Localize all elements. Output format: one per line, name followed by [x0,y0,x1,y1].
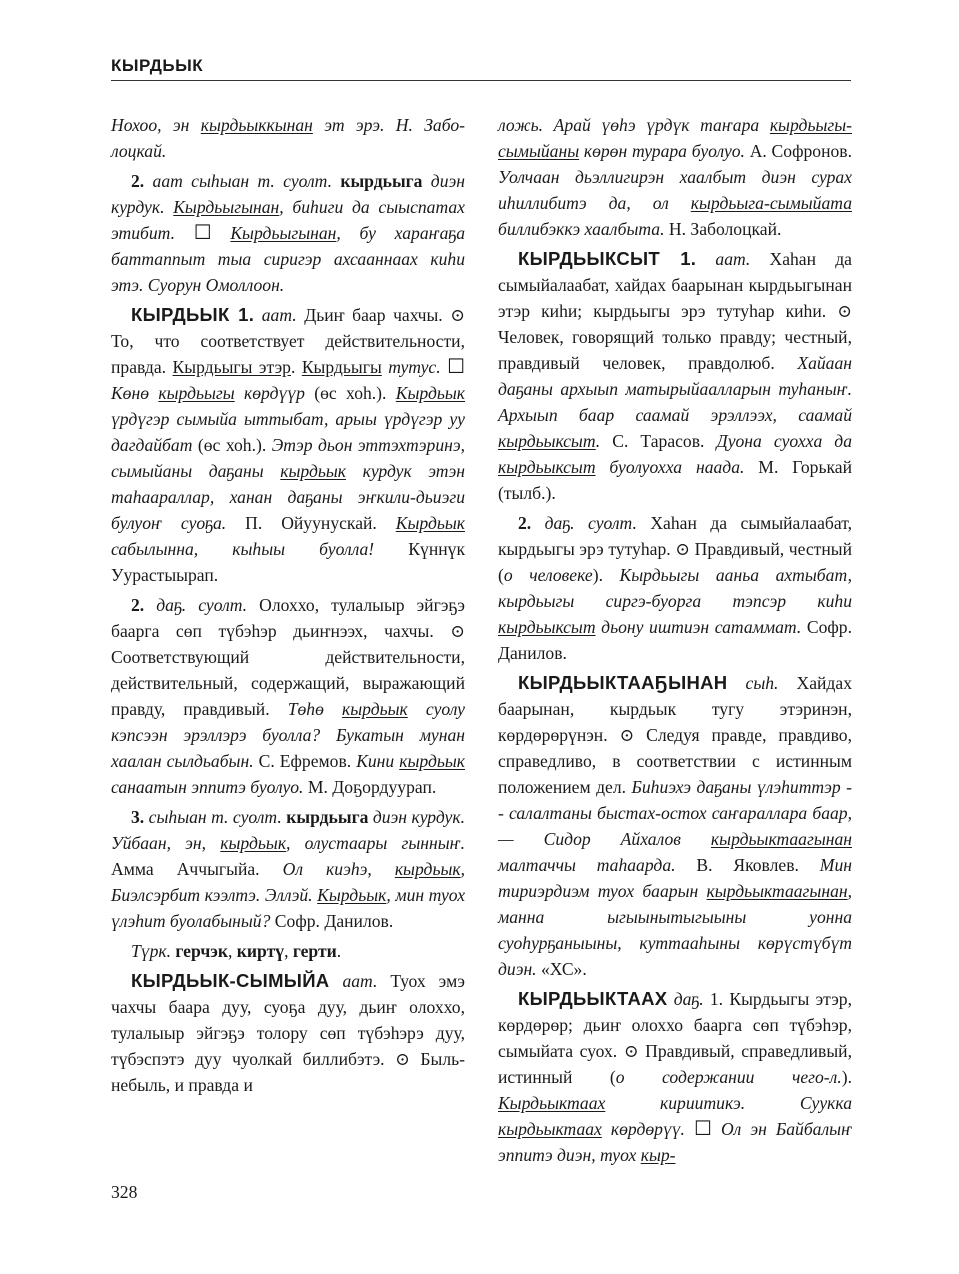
square-icon: ☐ [694,1118,712,1140]
headword: КЫРДЬЫКТААХ [518,988,668,1009]
circle-dot-icon: ⊙ [623,1041,639,1061]
entry-kyrdyktaagynan: КЫРДЬЫКТААҔЫНАН сыһ. Хайдах баарынан, кырдьык тугу этэринэн, көрдөрөрүнэн. ⊙ Следуя правде, правдиво, справедливо, в соответствии с истинным положением дел. Биһиэхэ даҕаны үлэһиттэр -- салалтаны быстах-остох саҥараллара баар, — Сидор Айхалов кырдьыктаагынан малтаччы таһаарда. В. Яковлев. Мин тириэрдиэм туох баарын кырдьыктаагынан, манна ыгыынытыгыыны уонна суоһурҕаныыны, куттааһыны көрүстүбүт диэн. «ХС». [498,672,852,979]
circle-dot-icon: ⊙ [450,621,465,641]
entry-kyrdyk: КЫРДЬЫК 1. аат. Дьиҥ баар чахчы. ⊙ То, что соответствует действительности, правда. Кырдьыгы этэр. Кырдьыгы тутус. ☐ Көнө кырдьыгы көрдүүр (өс хоһ.). Кырдьык үрдүгэр сымыйа ыттыбат, арыы үрдүгэр уу дагдайбат (өс хоһ.). Этэр дьон эттэхтэринэ, сымыйаны даҕаны кырдьык курдук этэн таһаараллар, ханан даҕаны эҥкили-дьиэги булуоҥ суоҕа. П. Ойуунускай. Кырдьык сабылынна, кыһыы буолла! Күннүк Уурастыырап. [111,304,466,585]
entry-sense-2b: 2. даҕ. суолт. Олоххо, тулалыыр эйгэҕэ бааргa сөп түбэһэр дьиҥнээх, чахчы. ⊙ Соответствующий действительности, действительный, содержащий, выражающий правду, правдивый. Төһө кырдьык суолу кэпсээн эрэллэрэ буолла? Букатын мунан хаалан сылдьабын. С. Ефремов. Кини кырдьык санаатын эппитэ буолуо. М. Доҕордуурап. [111,595,465,797]
entry-continuation: ложь. Арай үөһэ үрдүк таҥара кырдьыгы-сымыйаны көрөн турара буолуо. А. Софронов. Уолчаан дьэллигирэн хаалбыт диэн сурах иһиллибитэ да, ол кырдьыга-сымыйата биллибэккэ хаалбыта. Н. Заболоцкай. [498,115,852,239]
entry-kyrdyktaakh: КЫРДЬЫКТААХ даҕ. 1. Кырдьыгы этэр, көрдөрөр; дьиҥ олоххо бааргa сөп түбэһэр, сымыйата суох. ⊙ Правдивый, справедливый, истинный (о содержании чего-л.). Кырдьыктаах кириитикэ. Суукка кырдьыктаах көрдөрүү. ☐ Ол эн Байбалыҥ эппитэ диэн, туох кыр- [498,988,853,1165]
headword: КЫРДЬЫКТААҔЫНАН [518,672,728,693]
circle-dot-icon: ⊙ [837,301,852,321]
square-icon: ☐ [447,356,465,378]
entry-continuation: Нохоо, эн кырдьыккынан эт эрэ. Н. Заболоцкай. [111,115,466,161]
left-column [111,112,465,1098]
right-column [498,112,852,1168]
headword: КЫРДЬЫК 1. [131,304,255,325]
etymology: Түрк. герчэк, киртү, герти. [131,941,342,961]
entry-sense-3: 3. сыһыан т. суолт. кырдьыга диэн курдук. Уйбаан, эн, кырдьык, олустаары гынныҥ. Амма Аччыгыйа. Ол киэһэ, кырдьык, Биэлсэрбит кээлтэ. Эллэй. Кырдьык, мин туох үлэһит буолабыный? Софр. Данилов. [111,807,466,931]
headword: КЫРДЬЫКСЫТ 1. [518,248,697,269]
running-head: КЫРДЬЫК [111,56,851,81]
entry-sense-2: 2. аат сыһыан т. суолт. кырдьыга диэн курдук. Кырдьыгынан, биһиги да сыыспатах этибит. ☐ Кырдьыгынан, бу хараҥаҕа баттаппыт тыа сиригэр ахсааннаах киһи этэ. Суорун Омоллоон. [111,171,465,295]
headword: КЫРДЬЫК-СЫМЫЙА [131,970,330,991]
square-icon: ☐ [193,222,212,244]
circle-dot-icon: ⊙ [450,305,466,325]
circle-dot-icon: ⊙ [395,1049,410,1069]
page-number: 328 [111,1182,138,1202]
circle-dot-icon: ⊙ [619,725,635,745]
entry-kyrdyk-symyya: КЫРДЬЫК-СЫМЫЙА аат. Туох эмэ чахчы баара дуу, суоҕа дуу, дьиҥ олоххо, тулалыыр эйгэҕэ толору сөп түбэһэрэ дуу, түбэспэтэ дуу чуолкай биллибэтэ. ⊙ Быль-небыль, и правда и [111,970,465,1095]
entry-sense-2: 2. даҕ. суолт. Хаһан да сымыйалаабат, кырдьыгы эрэ тутуһар. ⊙ Правдивый, честный (о человеке). Кырдьыгы ааньа ахтыбат, кырдьыгы сиргэ-буорга тэпсэр киһи кырдьыксыт дьону иштиэн сатаммат. Софр. Данилов. [498,513,853,663]
entry-kyrdyksyt: КЫРДЬЫКСЫТ 1. аат. Хаһан да сымыйалаабат, хайдах баарынан кырдьыгынан этэр киһи; кырдьыгы эрэ тутуһар киһи. ⊙ Человек, говорящий только правду; честный, правдивый человек, правдолюб. Хайаан даҕаны архыып матырыйаалларын туһаныҥ. Архыып баар саамай эрэллээх, саамай кырдьыксыт. С. Тарасов. Дуона суоххa да кырдьыксыт буолуохха наада. М. Горькай (тылб.). [498,248,852,503]
circle-dot-icon: ⊙ [675,539,691,559]
